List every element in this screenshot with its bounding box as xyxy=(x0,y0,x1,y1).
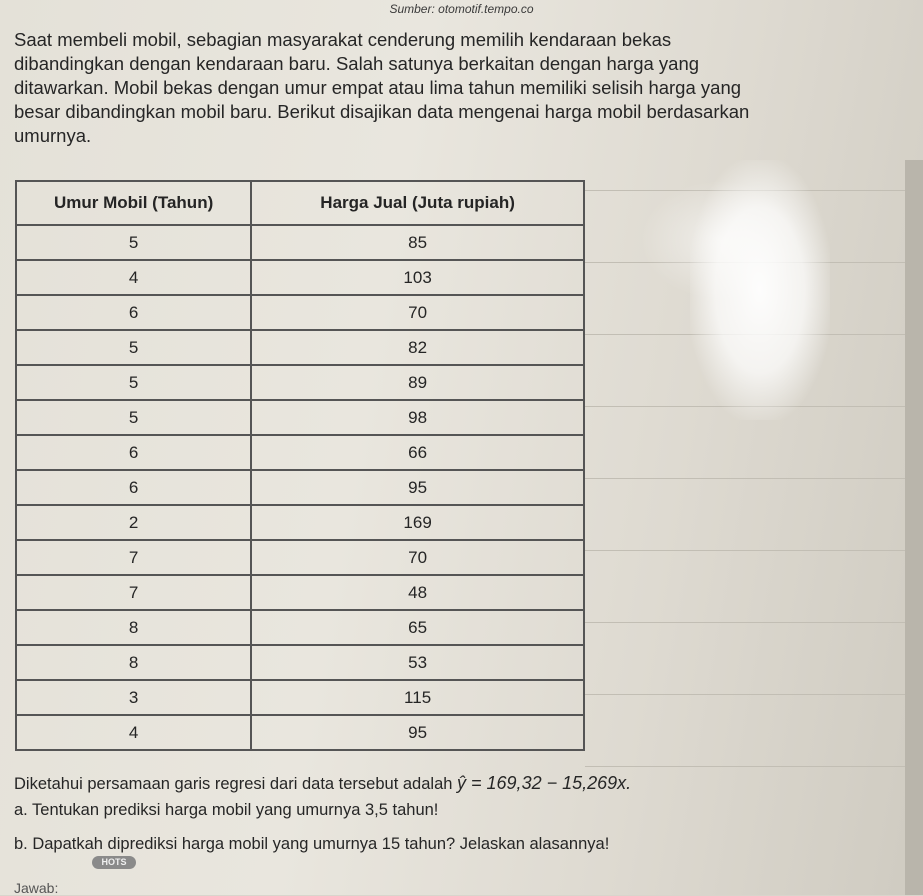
cell-car-age: 5 xyxy=(16,225,251,260)
ruled-line xyxy=(585,334,910,335)
intro-line: umurnya. xyxy=(14,125,92,146)
light-glare xyxy=(690,160,830,420)
ruled-line xyxy=(585,406,910,407)
regression-statement xyxy=(14,773,631,794)
ruled-line xyxy=(585,766,910,767)
cell-car-age: 6 xyxy=(16,470,251,505)
cell-car-age: 8 xyxy=(16,610,251,645)
table-row xyxy=(16,225,584,260)
cell-sale-price: 95 xyxy=(251,470,584,505)
cell-sale-price: 66 xyxy=(251,435,584,470)
hots-badge: HOTS xyxy=(92,856,136,869)
cell-sale-price: 169 xyxy=(251,505,584,540)
ruled-line xyxy=(585,262,910,263)
table-row xyxy=(16,470,584,505)
table-row xyxy=(16,575,584,610)
table-row xyxy=(16,400,584,435)
table-header-row xyxy=(16,181,584,225)
table-row xyxy=(16,330,584,365)
ruled-line xyxy=(585,694,910,695)
cell-car-age: 6 xyxy=(16,295,251,330)
ruled-line xyxy=(585,190,910,191)
cell-sale-price: 70 xyxy=(251,540,584,575)
intro-line: Saat membeli mobil, sebagian masyarakat cenderung memilih kendaraan bekas xyxy=(14,29,672,50)
cell-sale-price: 95 xyxy=(251,715,584,750)
table-row xyxy=(16,715,584,750)
cell-car-age: 6 xyxy=(16,435,251,470)
cell-car-age: 8 xyxy=(16,645,251,680)
table-row xyxy=(16,295,584,330)
table-body xyxy=(16,225,584,750)
cell-car-age: 4 xyxy=(16,715,251,750)
cell-car-age: 2 xyxy=(16,505,251,540)
source-caption: Sumber: otomotif.tempo.co xyxy=(389,2,534,16)
cell-car-age: 5 xyxy=(16,400,251,435)
page-edge-shadow xyxy=(905,160,923,895)
question-b: b. Dapatkah diprediksi harga mobil yang umurnya 15 tahun? Jelaskan alasannya! xyxy=(14,835,610,853)
cell-sale-price: 85 xyxy=(251,225,584,260)
cell-car-age: 3 xyxy=(16,680,251,715)
light-glare xyxy=(640,180,800,300)
header-sale-price: Harga Jual (Juta rupiah) xyxy=(251,181,584,225)
table-row xyxy=(16,505,584,540)
table-row xyxy=(16,645,584,680)
ruled-line xyxy=(585,550,910,551)
cell-sale-price: 115 xyxy=(251,680,584,715)
intro-line: dibandingkan dengan kendaraan baru. Salah satunya berkaitan dengan harga yang xyxy=(14,53,700,74)
ruled-line xyxy=(585,478,910,479)
cell-car-age: 5 xyxy=(16,365,251,400)
cell-car-age: 5 xyxy=(16,330,251,365)
table-row xyxy=(16,680,584,715)
regression-equation: ŷ = 169,32 − 15,269x. xyxy=(457,773,632,793)
table-row xyxy=(16,365,584,400)
cell-sale-price: 70 xyxy=(251,295,584,330)
question-a: a. Tentukan prediksi harga mobil yang umurnya 3,5 tahun! xyxy=(14,801,439,819)
header-car-age: Umur Mobil (Tahun) xyxy=(16,181,251,225)
cell-car-age: 7 xyxy=(16,575,251,610)
cell-sale-price: 82 xyxy=(251,330,584,365)
cell-car-age: 4 xyxy=(16,260,251,295)
intro-line: besar dibandingkan mobil baru. Berikut disajikan data mengenai harga mobil berdasarkan xyxy=(14,101,750,122)
table-row xyxy=(16,540,584,575)
answer-label: Jawab: xyxy=(14,880,59,896)
intro-line: ditawarkan. Mobil bekas dengan umur empat atau lima tahun memiliki selisih harga yang xyxy=(14,77,742,98)
ruled-line xyxy=(585,622,910,623)
table-row xyxy=(16,610,584,645)
intro-paragraph xyxy=(14,28,909,148)
cell-sale-price: 53 xyxy=(251,645,584,680)
table-row xyxy=(16,260,584,295)
cell-sale-price: 89 xyxy=(251,365,584,400)
cell-sale-price: 103 xyxy=(251,260,584,295)
cell-sale-price: 48 xyxy=(251,575,584,610)
regression-text: Diketahui persamaan garis regresi dari data tersebut adalah xyxy=(14,775,453,793)
table-row xyxy=(16,435,584,470)
cell-sale-price: 98 xyxy=(251,400,584,435)
cell-car-age: 7 xyxy=(16,540,251,575)
car-price-table xyxy=(15,180,585,751)
cell-sale-price: 65 xyxy=(251,610,584,645)
